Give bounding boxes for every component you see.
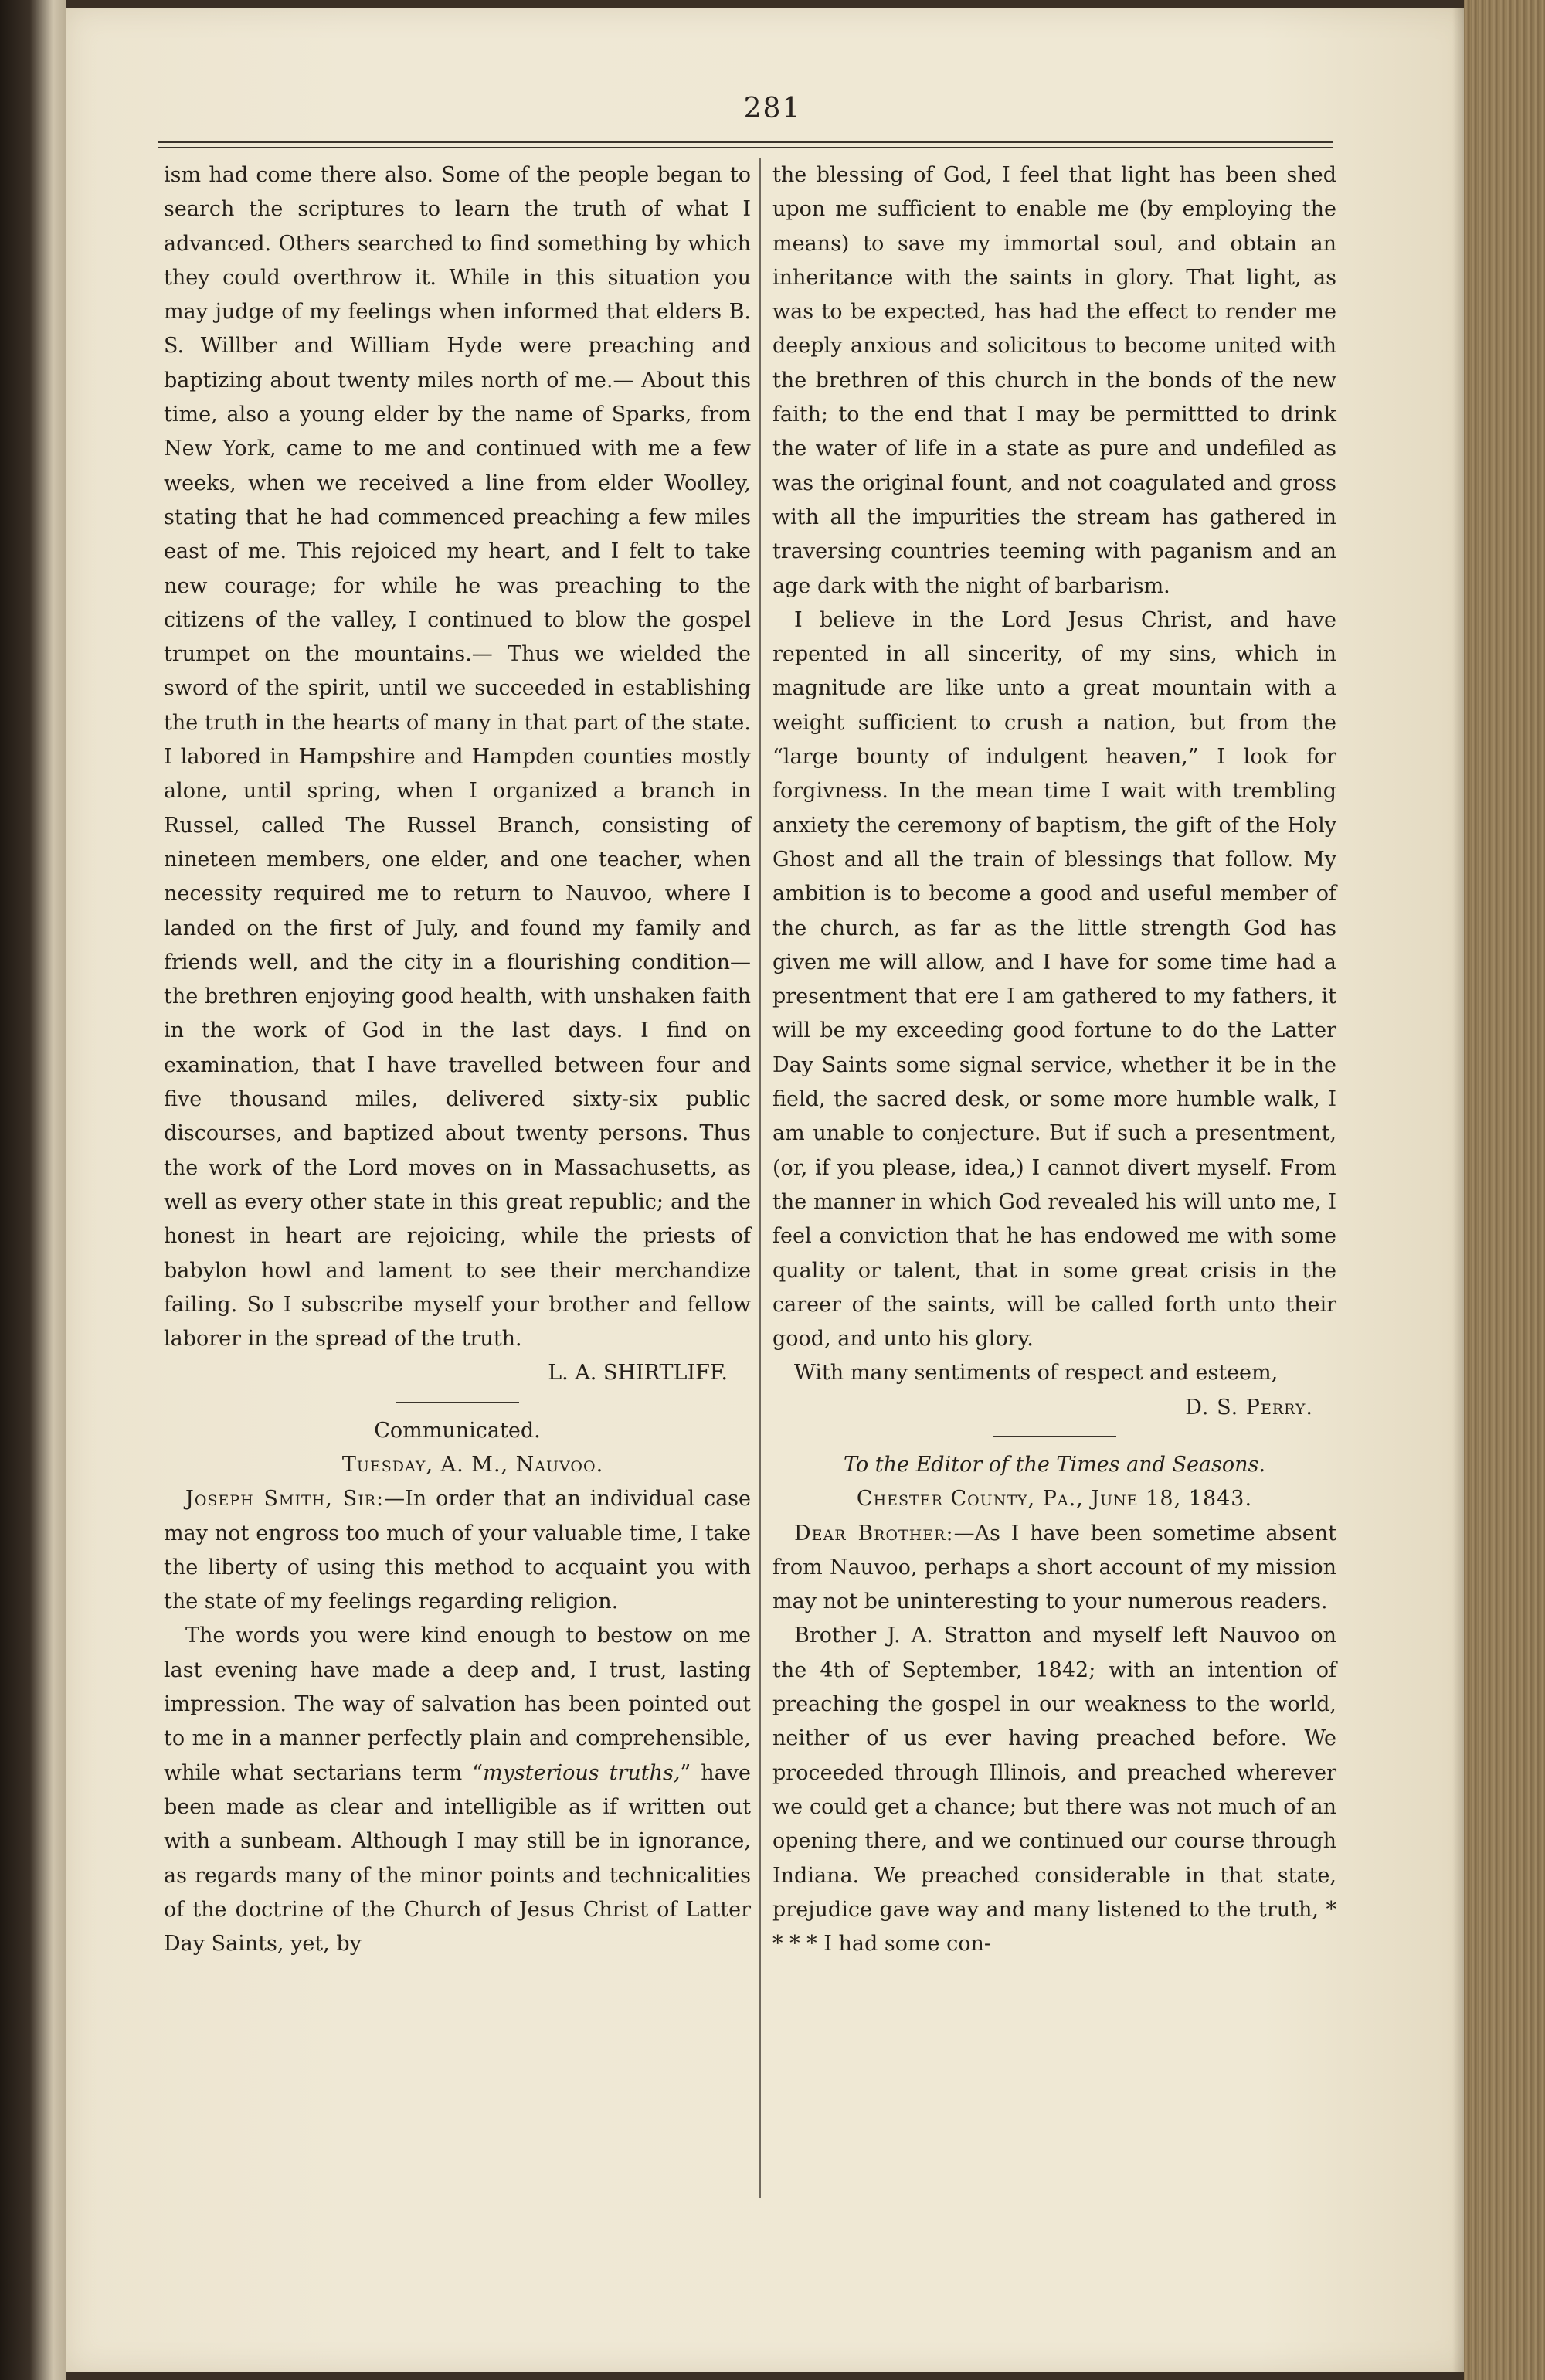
letter-paragraph-2 <box>164 1619 751 1961</box>
dear-brother-paragraph <box>772 1517 1336 1620</box>
salutation: Joseph Smith, Sir: <box>185 1487 385 1511</box>
header-rule-thin <box>158 147 1333 148</box>
continued-paragraph: the blessing of God, I feel that light has been shed upon me sufficient to enable me (by employing the means) to save my immortal soul, and obtain an inheritance with the saints in glory. That light, as was to be expected, has had the effect to render me deeply anxious and solicitous to become united with the brethren of this church in the bonds of the new faith; to the end that I may be permittted to drink the water of life in a state as pure and undefiled as was the original fount, and not coagulated and gross with all the impurities the stream has gathered in traversing countries teeming with paganism and an age dark with the night of barbarism. <box>772 163 1336 598</box>
left-column <box>164 158 751 1961</box>
closing-line: With many sentiments of respect and esteem, <box>794 1361 1278 1386</box>
signature-perry: D. S. Perry. <box>1185 1395 1313 1420</box>
belief-paragraph: I believe in the Lord Jesus Christ, and have repented in all sincerity, of my sins, which in magnitude are like unto a great mountain with a weight sufficient to crush a nation, but from the “large bounty of indulgent heaven,” I look for forgivness. In the mean time I wait with trembling anxiety the ceremony of baptism, the gift of the Holy Ghost and all the train of blessings that follow. My ambition is to become a good and useful member of the church, as far as the little strength God has given me will allow, and I have for some time had a presentment that ere I am gathered to my fathers, it will be my exceeding good fortune to do the Latter Day Saints some signal service, whether it be in the field, the sacred desk, or some more humble walk, I am unable to conjecture. But if such a presentment, (or, if you please, idea,) I cannot divert myself. From the manner in which God revealed his will unto me, I feel a conviction that he has endowed me with some quality or talent, that in some great crisis in the career of the saints, will be called forth unto their good, and unto his glory. <box>772 607 1336 1352</box>
paragraph-2-end: ” have been made as clear and intelligible as if written out with a sunbeam. Although I may still be in ignorance, as regards many of the minor points and technicalities of the doctrine of the Church of Jesus Christ of Latter Day Saints, yet, by <box>164 1760 751 1957</box>
header-rule <box>158 141 1333 143</box>
letter-paragraph-1: —In order that an individual case may not engross too much of your valuable time, I take the liberty of using this method to acquaint you with the state of my feelings regarding religion. <box>164 1487 751 1614</box>
dateline: Tuesday, A. M., Nauvoo. <box>341 1452 604 1477</box>
dateline-chester: Chester County, Pa., June 18, 1843. <box>856 1487 1253 1511</box>
letter-opening <box>164 1482 751 1619</box>
section-divider <box>396 1402 519 1403</box>
continued-letter-text: ism had come there also. Some of the people began to search the scriptures to learn the truth of what I advanced. Others searched to find something by which they could overthrow it. While in this situation you may judge of my feelings when informed that elders B. S. Willber and William Hyde were preaching and baptizing about twenty miles north of me.— About this time, also a young elder by the name of Sparks, from New York, came to me and continued with me a few weeks, when we received a line from elder Woolley, stating that he had commenced preaching a few miles east of me. This rejoiced my heart, and I felt to take new courage; for while he was preaching to the citizens of the valley, I continued to blow the gospel trumpet on the mountains.— Thus we wielded the sword of the spirit, until we succeeded in establishing the truth in the hearts of many in that part of the state. I labored in Hampshire and Hampden counties mostly alone, until spring, when I organized a branch in Russel, called The Russel Branch, consisting of nineteen members, one elder, and one teacher, when necessity required me to return to Nauvoo, where I landed on the first of July, and found my family and friends well, and the city in a flourishing condition—the brethren enjoying good health, with unshaken faith in the work of God in the last days. I find on examination, that I have travelled between four and five thousand miles, delivered sixty-six public discourses, and baptized about twenty persons. Thus the work of the Lord moves on in Massachusetts, as well as every other state in this great republic; and the honest in heart are rejoicing, while the priests of babylon howl and lament to see their merchandize failing. So I subscribe myself your brother and fellow laborer in the spread of the truth. <box>164 163 751 1352</box>
page-number: 281 <box>743 93 802 124</box>
communicated-heading: Communicated. <box>374 1418 541 1443</box>
signature-shirtliff: L. A. SHIRTLIFF. <box>548 1361 728 1386</box>
book-gutter-left <box>0 0 66 2380</box>
paragraph-2-start: The words you were kind enough to bestow on me last evening have made a deep and, I trust, lasting impression. The way of salvation has been pointed out to me in a manner perfectly plain and comprehensible, while what sectarians term “ <box>164 1624 751 1785</box>
dear-brother-text: —As I have been sometime absent from Nauvoo, perhaps a short account of my mission may not be uninteresting to your numerous readers. <box>772 1521 1336 1614</box>
book-fore-edge <box>1464 0 1545 2380</box>
editor-heading <box>772 1448 1336 1482</box>
salutation-2: Dear Brother: <box>794 1521 954 1545</box>
column-divider <box>759 158 761 2198</box>
italic-phrase: mysterious truths, <box>483 1760 681 1785</box>
stratton-paragraph: Brother J. A. Stratton and myself left Nauvoo on the 4th of September, 1842; with an intention of preaching the gospel in our weakness to the world, neither of us ever having preached before. We proceeded through Illinois, and preached wherever we could get a chance; but there was not much of an opening there, and we continued our course through Indiana. We preached considerable in that state, prejudice gave way and many listened to the truth, * * * * I had some con- <box>772 1624 1336 1957</box>
right-column <box>772 158 1336 1961</box>
section-divider-right <box>993 1436 1116 1437</box>
editor-heading-text: To the Editor of the Times and Seasons. <box>844 1452 1265 1477</box>
